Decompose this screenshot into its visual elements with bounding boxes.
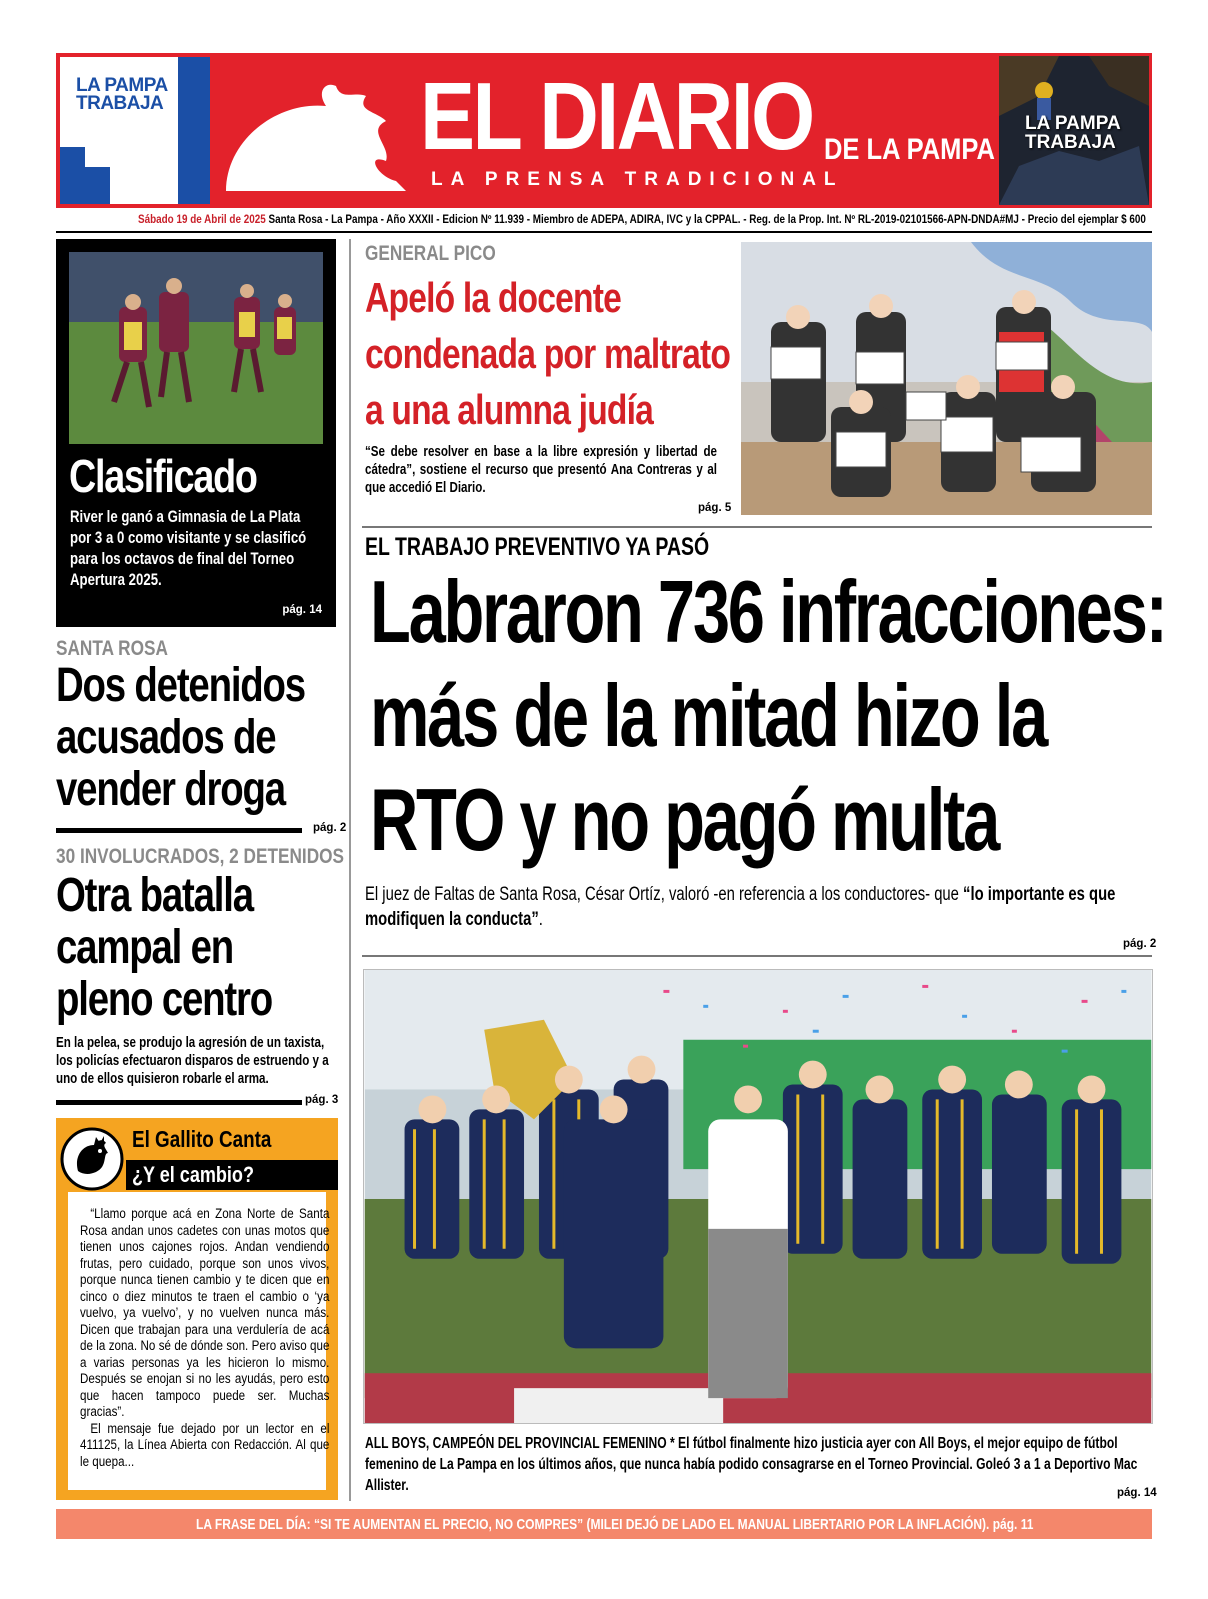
santa-rosa-headline[interactable]: [56, 660, 305, 816]
general-pico-headline-line: a una alumna judía: [365, 386, 654, 433]
general-pico-headline[interactable]: [365, 270, 730, 438]
photo-caption-title: ALL BOYS, CAMPEÓN DEL PROVINCIAL FEMENINO: [365, 1435, 667, 1452]
batalla-page-ref: pág. 3: [305, 1094, 339, 1106]
rooster-icon: [60, 1127, 124, 1191]
lead-body: [365, 882, 1145, 932]
frase-del-dia-bar[interactable]: [56, 1509, 1152, 1539]
teachers-protest-photo: [741, 242, 1152, 515]
lead-headline-line: Labraron 736 infracciones:: [370, 562, 1166, 661]
lead-rule: [362, 955, 1152, 957]
newspaper-title-suffix: DE LA PAMPA: [824, 133, 995, 166]
lpt-left-line1: LA PAMPA: [76, 75, 168, 96]
batalla-headline[interactable]: [56, 870, 272, 1026]
batalla-body: En la pelea, se produjo la agresión de un taxista, los policías efectuaron disparos de estruendo y a uno de ellos quisieron robarle el arma.: [56, 1035, 329, 1087]
clasificado-headline[interactable]: Clasificado: [69, 450, 257, 502]
newspaper-title[interactable]: EL DIARIO: [420, 63, 813, 170]
sun-logo-icon: [216, 81, 406, 201]
general-pico-kicker: GENERAL PICO: [365, 242, 496, 265]
batalla-headline-line: pleno centro: [56, 973, 273, 1026]
all-boys-champions-photo: [363, 969, 1153, 1424]
batalla-rule: [56, 1100, 302, 1105]
masthead: [56, 53, 1152, 208]
dateline-info: Santa Rosa - La Pampa - Año XXXII - Edicion Nº 11.939 - Miembro de ADEPA, ADIRA, IVC y la CPPAL. - Reg. de la Prop. Int. Nº RL-2019-02101566-APN-DNDA#MJ - Precio del ejemplar $ 600: [265, 214, 1146, 226]
la-pampa-trabaja-logo-right[interactable]: [999, 56, 1149, 205]
gallito-title-bar: [126, 1160, 338, 1190]
lead-body-end: .: [538, 909, 543, 930]
newspaper-tagline: LA PRENSA TRADICIONAL: [431, 169, 844, 190]
gallito-paragraph: “Llamo porque acá en Zona Norte de Santa Rosa andan unos cadetes con unas motos que tienen unos cajones rojos. Andan vendiendo frutas, pero cuidado, porque son unos vivos, porque nunca tienen cambio y te dicen que en cinco o diez minutos te traen el cambio o ‘ya vuelvo, ya vuelvo’, y no vuelven nunca más. Dicen que trabajan para una verdulería de acá de la zona. No sé de dónde son. Pero aviso que a varias personas ya les hicieron lo mismo. Después se enojan si no les ayudás, pero esto que hacen tampoco puede ser. Muchas gracias”.: [80, 1206, 330, 1419]
photo-page-ref: pág. 14: [1117, 1487, 1157, 1499]
clasificado-page-ref: pág. 14: [282, 604, 322, 616]
general-pico-headline-line: condenada por maltrato: [365, 330, 731, 377]
clasificado-story[interactable]: [56, 239, 336, 627]
santa-rosa-headline-line: vender droga: [56, 763, 285, 816]
santa-rosa-rule: [56, 828, 302, 833]
frase-del-dia-text: LA FRASE DEL DÍA: “SI TE AUMENTAN EL PRECIO, NO COMPRES” (MILEI DEJÓ DE LADO EL MANUAL LIBERTARIO POR LA INFLACIÓN). pág. 11: [196, 1516, 1034, 1533]
column-divider: [349, 239, 351, 1501]
general-pico-rule: [362, 526, 1152, 528]
lead-headline[interactable]: [370, 560, 1166, 872]
santa-rosa-headline-line: acusados de: [56, 711, 276, 764]
batalla-headline-line: campal en: [56, 921, 234, 974]
lead-page-ref: pág. 2: [1123, 938, 1157, 950]
batalla-headline-line: Otra batalla: [56, 869, 253, 922]
lead-body-quote: “lo importante es que modifiquen la conducta”: [365, 884, 1116, 930]
lpt-left-line2: TRABAJA: [76, 93, 164, 114]
lead-headline-line: más de la mitad hizo la: [370, 666, 1047, 765]
river-players-celebrating-photo: [69, 252, 323, 444]
gallito-section-title: El Gallito Canta: [132, 1126, 272, 1152]
la-pampa-trabaja-logo-left[interactable]: [60, 57, 210, 204]
dateline-day: Sábado 19: [138, 214, 188, 226]
batalla-kicker: 30 INVOLUCRADOS, 2 DETENIDOS: [56, 845, 345, 868]
dateline: [56, 211, 1152, 233]
lpt-right-line2: TRABAJA: [1025, 132, 1116, 153]
santa-rosa-page-ref: pág. 2: [313, 822, 347, 834]
lead-kicker: EL TRABAJO PREVENTIVO YA PASÓ: [365, 533, 710, 561]
lpt-right-line1: LA PAMPA: [1025, 113, 1121, 134]
lead-body-text: El juez de Faltas de Santa Rosa, César Ortíz, valoró -en referencia a los conductores- que: [365, 884, 964, 905]
dateline-rule: [56, 231, 1152, 233]
dateline-date: de Abril de 2025: [187, 214, 266, 226]
general-pico-headline-line: Apeló la docente: [365, 274, 622, 321]
lead-headline-line: RTO y no pagó multa: [370, 770, 998, 869]
gallito-paragraph: El mensaje fue dejado por un lector en el 411125, la Línea Abierta con Redacción. Al que le quepa...: [80, 1420, 330, 1469]
santa-rosa-kicker: SANTA ROSA: [56, 637, 168, 660]
general-pico-page-ref: pág. 5: [698, 502, 732, 514]
general-pico-body: “Se debe resolver en base a la libre expresión y libertad de cátedra”, sostiene el recurso que presentó Ana Contreras y al que accedió El Diario.: [365, 444, 717, 496]
photo-caption: [365, 1433, 1145, 1496]
photo-caption-text: * El fútbol finalmente hizo justicia ayer con All Boys, el mejor equipo de fútbol femenino de La Pampa en los últimos años, que nunca había podido consagrarse en el Torneo Provincial. Goleó 3 a 1 a Deportivo Mac Allister.: [365, 1435, 1138, 1494]
clasificado-body: River le ganó a Gimnasia de La Plata por 3 a 0 como visitante y se clasificó para los octavos de final del Torneo Apertura 2025.: [70, 508, 307, 589]
gallito-title[interactable]: ¿Y el cambio?: [132, 1162, 254, 1187]
santa-rosa-headline-line: Dos detenidos: [56, 659, 305, 712]
